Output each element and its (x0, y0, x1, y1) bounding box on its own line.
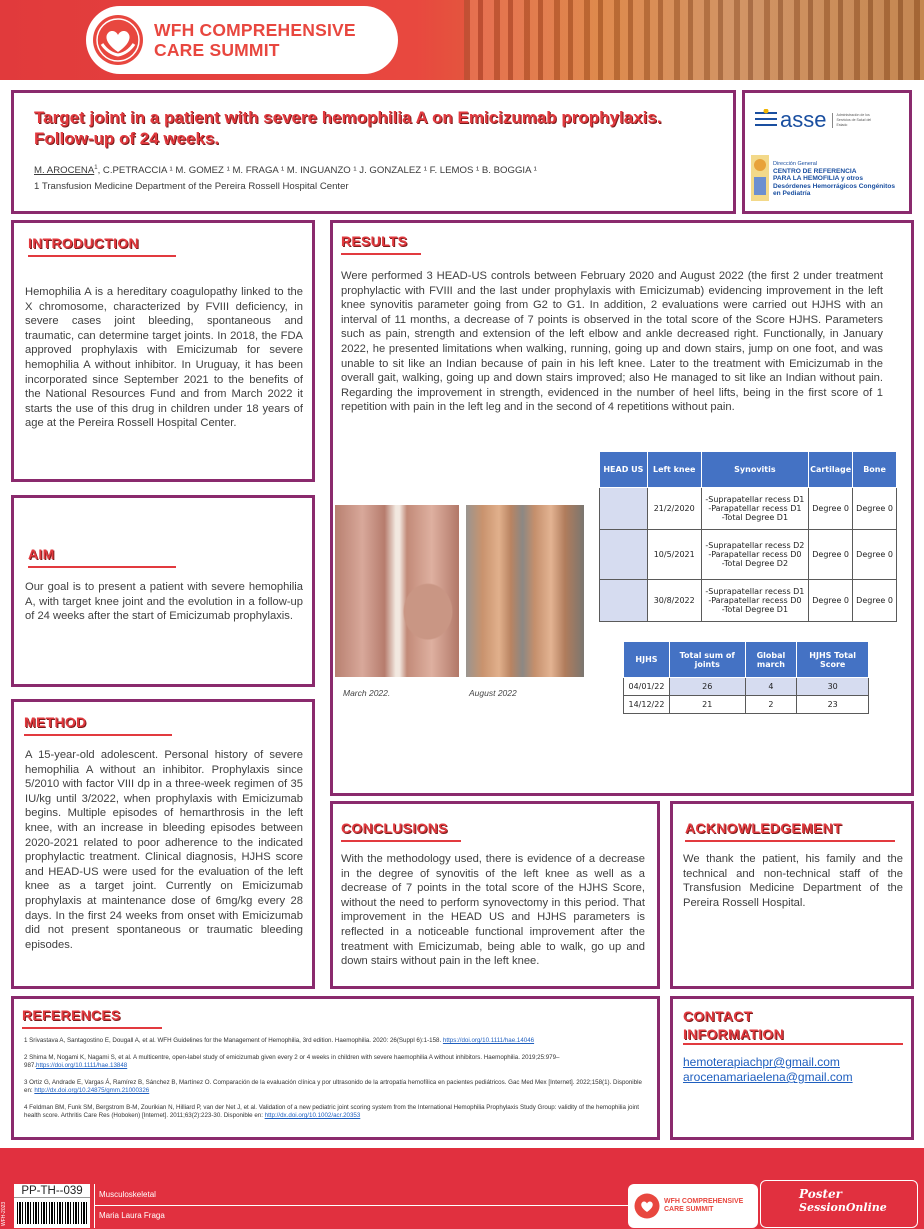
reference-link[interactable]: https://doi.org/10.1111/hae.13848 (36, 1062, 128, 1069)
poster-code: PP-TH--039 (14, 1185, 90, 1198)
footer-heart-hands-logo-icon (634, 1193, 660, 1219)
table-cell (600, 580, 648, 622)
summit-logo (86, 6, 398, 74)
affiliation: 1 Transfusion Medicine Department of the Pereira Rossell Hospital Center (34, 181, 349, 192)
hjhs-header-cell: HJHS (624, 642, 670, 678)
reference-text: 3 Ortiz G, Andrade E, Vargas Á, Ramírez B, Sánchez B, Martínez O. Comparación de la evaluación clínica y por ultrasonido de la artropatía hemofílica en pacientes pediátricos. Gac Med Mex [Internet]. 2022;158(1). Disponible en: (24, 1079, 642, 1094)
poster-title: Target joint in a patient with severe hemophilia A on Emicizumab prophylaxis. Follow-up of 24 weeks. (34, 108, 662, 148)
cell-line: -Total Degree D1 (721, 605, 789, 614)
lead-author: M. AROCENA (34, 165, 95, 177)
poster-code-box (14, 1184, 90, 1228)
hjhs-table (623, 641, 869, 714)
co-authors: , C.PETRACCIA ¹ M. GOMEZ ¹ M. FRAGA ¹ M. INGUANZO ¹ J. GONZALEZ ¹ F. LEMOS ¹ B. BOGGIA ¹ (97, 165, 537, 177)
results-title: RESULTS (341, 233, 408, 249)
hjhs-header-cell: Total sum of joints (669, 642, 745, 678)
table-row (600, 488, 897, 530)
reference-link[interactable]: http://dx.doi.org/10.1002/acr.20353 (264, 1112, 361, 1119)
conclusions-panel (330, 801, 660, 989)
footer-summit-logo (628, 1184, 758, 1228)
reference-text: 1 Srivastava A, Santagostino E, Dougall A, et al. WFH Guidelines for the Management of Hemophilia, 3rd edition. Haemophilia. 2020: 26(Suppl 6):1-158. (24, 1037, 443, 1044)
referral-center-emblem-icon (751, 155, 769, 201)
asse-wordmark: asse (780, 107, 827, 132)
logo-line-1: WFH COMPREHENSIVE (154, 20, 356, 40)
headus-header-cell: Cartilage (809, 452, 853, 488)
introduction-title: INTRODUCTION (28, 235, 139, 251)
cr-line-3: Desórdenes Hemorrágicos Congénitos (773, 182, 896, 190)
cr-line-4: en Pediatría (773, 189, 811, 197)
cr-line-0: Dirección General (773, 161, 818, 167)
hjhs-header-cell: HJHS Total Score (797, 642, 869, 678)
table-cell: Degree 0 (809, 580, 853, 622)
introduction-text: Hemophilia A is a hereditary coagulopathy linked to the X chromosome, characterized by FVIII deficiency, in severe cases joint bleeding, spontaneous and traumatic, can determine target joints. In 2018, the FDA approved prophylaxis with Emicizumab for severe hemophilia A without inhibitor. In Uruguay, it has been incorporated since September 2021 to the benefits of the National Resources Fund and from March 2022 it starts the use of this drug in children under 18 years of age at the Pereira Rossell Hospital Center. (25, 286, 303, 430)
reference-item (24, 1037, 652, 1045)
headus-header-row (600, 452, 897, 488)
reference-link[interactable]: http://dx.doi.org/10.24875/gmm.21000326 (34, 1087, 150, 1094)
barcode-icon (17, 1202, 87, 1224)
pso-line-2: SessionOnline (799, 1201, 887, 1214)
conclusions-underline (341, 840, 461, 842)
cell-line: -Total Degree D2 (721, 559, 789, 568)
heart-hands-logo-icon (92, 14, 144, 66)
hjhs-header-row (624, 642, 869, 678)
caption-march: March 2022. (343, 688, 391, 698)
aim-text: Our goal is to present a patient with severe hemophilia A, with target knee joint and the evolution in a follow-up of 24 weeks after the start of Emicizumab prophylaxis. (25, 581, 303, 623)
table-cell: 14/12/22 (624, 696, 670, 714)
table-cell (701, 530, 808, 580)
footer-presenter: Maria Laura Fraga (99, 1211, 165, 1220)
referral-center-logo (751, 155, 895, 201)
cell-line: -Suprapatellar recess D2 (705, 541, 805, 550)
headus-table (599, 451, 897, 622)
results-underline (341, 253, 421, 255)
city-skyline-image (464, 0, 924, 80)
cell-line: -Total Degree D1 (721, 513, 789, 522)
cell-line: -Parapatellar recess D0 (708, 550, 802, 559)
references-underline (22, 1027, 162, 1029)
table-cell: 2 (745, 696, 797, 714)
method-panel (11, 699, 315, 989)
headus-header-cell: Synovitis (701, 452, 808, 488)
table-cell: Degree 0 (853, 530, 897, 580)
contact-email-2[interactable]: arocenamariaelena@gmail.com (683, 1070, 853, 1084)
footer-category: Musculoskeletal (99, 1190, 156, 1199)
reference-text: 4 Feldman BM, Funk SM, Bergstrom B-M, Zourikian N, Hilliard P, van der Net J, et al. Validation of a new pediatric joint scoring system from the International Hemophilia Prophylaxis Study Group: validity of the hemophilia joint health score. Arthritis Care Res (Hoboken) [Internet]. 2011;63(2):223-30. Disponible en: (24, 1104, 640, 1119)
table-cell: 4 (745, 678, 797, 696)
table-cell: 30/8/2022 (647, 580, 701, 622)
contact-email-1[interactable]: hemoterapiachpr@gmail.com (683, 1055, 840, 1069)
acknowledgement-text: We thank the patient, his family and the technical and non-technical staff of the Transfusion Medicine Department of the Pereira Rossell Hospital. (683, 853, 903, 909)
table-cell: 21/2/2020 (647, 488, 701, 530)
table-row (600, 530, 897, 580)
references-panel (11, 996, 660, 1140)
table-cell (701, 580, 808, 622)
headus-header-cell: HEAD US (600, 452, 648, 488)
table-cell (701, 488, 808, 530)
reference-link[interactable]: https://doi.org/10.1111/hae.14046 (442, 1037, 535, 1044)
table-row (624, 696, 869, 714)
table-cell: 30 (797, 678, 869, 696)
table-cell: Degree 0 (809, 530, 853, 580)
method-title: METHOD (24, 714, 87, 730)
table-cell (600, 530, 648, 580)
table-cell: Degree 0 (853, 488, 897, 530)
reference-item (24, 1104, 652, 1120)
table-row (600, 580, 897, 622)
table-cell: 04/01/22 (624, 678, 670, 696)
reference-item (24, 1054, 652, 1070)
logo-line-2: CARE SUMMIT (154, 40, 280, 60)
aim-underline (28, 566, 176, 568)
authors (34, 165, 537, 176)
footer-band (0, 1148, 924, 1178)
method-underline (24, 734, 172, 736)
acknowledgement-underline (685, 840, 895, 842)
table-cell: 26 (669, 678, 745, 696)
contact-title-line-2: INFORMATION (683, 1026, 785, 1042)
asse-logo (755, 107, 878, 133)
logos-panel (742, 90, 912, 214)
aim-title: AIM (28, 546, 55, 562)
cell-line: -Suprapatellar recess D1 (705, 495, 805, 504)
headus-header-cell: Left knee (647, 452, 701, 488)
contact-title-line-1: CONTACT (683, 1008, 753, 1024)
table-cell: Degree 0 (853, 580, 897, 622)
conclusions-text: With the methodology used, there is evidence of a decrease in the degree of synovitis of the left knee as well as a decrease of 7 points in the total score of the HJHS Score, without the need to perform synovectomy in this period. That improvement in the HEAD US and HJHS parameters is reflected in a noticeable functional improvement after the treatment with Emicizumab, being able to walk, go up and down stairs without pain in the left knee. (341, 853, 645, 968)
hjhs-header-cell: Global march (745, 642, 797, 678)
cr-line-1: CENTRO DE REFERENCIA (773, 168, 857, 176)
results-text: Were performed 3 HEAD-US controls between February 2020 and August 2022 (the first 2 under treatment prophylactic with FVIII and the last under prophylaxis with Emicizumab) evidencing improvement in the left knee synovitis parameter going from G2 to G1. In addition, 2 evaluations were carried out HJHS with an interval of 11 months, a decrease of 7 points is observed in the total score of the Score HJHS. Parameters such as pain, strength and extension of the left elbow and ankle decreased right. Functionally, in January 2022, he presented limitations when walking, running, going up and down stairs, jump on one foot, and was unable to sit like an Indian because of pain in his left knee. Later to the treatment with Emicizumab in the overall gait, walking, going up and down stairs improved; also He managed to sit like an Indian without pain. Regarding the improvement in strength, evidenced in the number of heel lifts, being in the first score of 1 repetition with pain in the left leg and in the second of 4 repetitions without pain. (341, 270, 883, 414)
knee-photo-march (335, 505, 459, 677)
introduction-panel (11, 220, 315, 482)
headus-header-cell: Bone (853, 452, 897, 488)
contact-panel (670, 996, 914, 1140)
cell-line: -Suprapatellar recess D1 (705, 587, 805, 596)
results-panel (330, 220, 914, 796)
pso-line-1: Poster (799, 1187, 842, 1201)
reference-item (24, 1079, 652, 1095)
poster-session-online-logo (760, 1180, 918, 1228)
cr-line-2: PARA LA HEMOFILIA y otros (773, 175, 863, 183)
cell-line: -Parapatellar recess D0 (708, 596, 802, 605)
table-cell: 10/5/2021 (647, 530, 701, 580)
footer-logo-line-2: CARE SUMMIT (664, 1206, 714, 1213)
acknowledgement-title: ACKNOWLEDGEMENT (685, 820, 842, 836)
header-banner (0, 0, 924, 80)
caption-august: August 2022 (469, 688, 517, 698)
table-cell: 21 (669, 696, 745, 714)
conclusions-title: CONCLUSIONS (341, 820, 448, 836)
references-title: REFERENCES (22, 1007, 121, 1023)
cell-line: -Parapatellar recess D1 (708, 504, 802, 513)
lead-author-sup: 1 (94, 165, 98, 171)
contact-underline (683, 1043, 903, 1045)
method-text: A 15-year-old adolescent. Personal history of severe hemophilia A without an inhibitor. Prophylaxis since 5/2010 with factor VIII dp in a three-week regimen of 35 IU/kg until 3/2022, when prophylaxis with Emicizumab begins. Multiple episodes of hemarthrosis in the left knee, with an increase in bleeding episodes between 2020-2021 related to poor adherence to the indicated prophylactic treatment. Clinical diagnosis, HJHS score and HEAD-US were used for the evaluation of the left knee as a target joint. Currently on Emicizumab prophylaxis at maintenance dose of 6mg/kg every 28 days. In the first 24 weeks from onset with Emicizumab did not present spontaneous or traumatic bleeding episodes. (25, 749, 303, 951)
table-cell (600, 488, 648, 530)
reference-text: 2 Shima M, Nogami K, Nagami S, et al. A multicentre, open-label study of emicizumab given every 2 or 4 weeks in children with severe haemophilia A without inhibitors. Haemophilia. 2019;25:979–987. (24, 1054, 560, 1069)
table-row (624, 678, 869, 696)
footer-side-text: WFH-2023 (1, 1201, 7, 1226)
knee-photo-august (466, 505, 584, 677)
asse-logo-icon (755, 109, 777, 131)
introduction-underline (28, 255, 176, 257)
title-panel (11, 90, 736, 214)
table-cell: Degree 0 (809, 488, 853, 530)
asse-subtext: Administración de los Servicios de Salud del Estado (832, 113, 878, 128)
aim-panel (11, 495, 315, 687)
acknowledgement-panel (670, 801, 914, 989)
table-cell: 23 (797, 696, 869, 714)
footer-logo-line-1: WFH COMPREHENSIVE (664, 1198, 744, 1205)
